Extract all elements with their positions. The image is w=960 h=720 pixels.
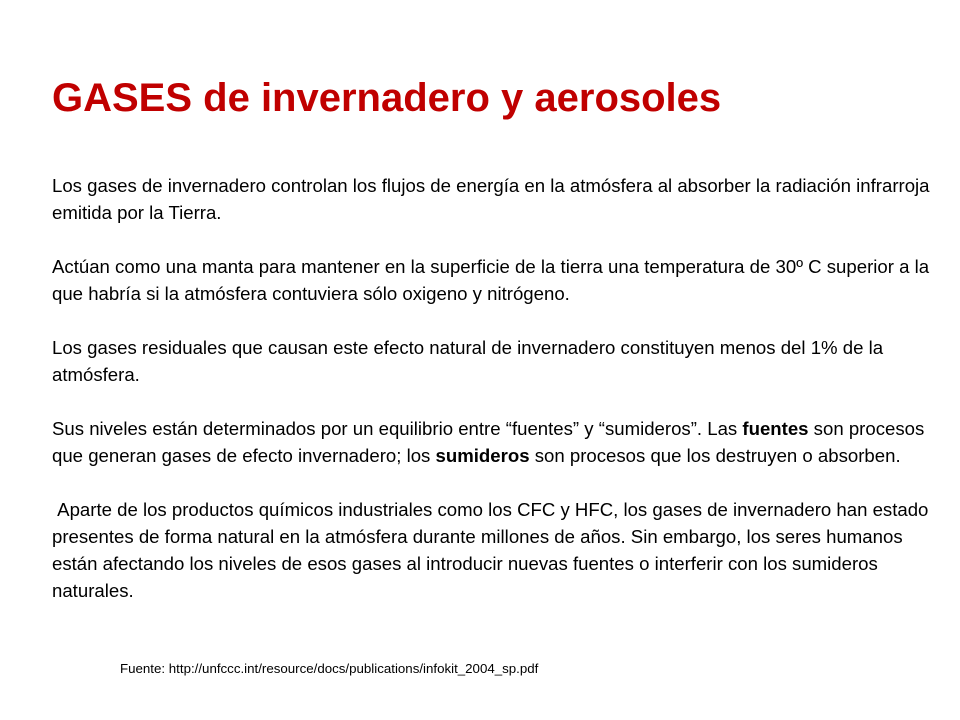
source-citation: Fuente: http://unfccc.int/resource/docs/publications/infokit_2004_sp.pdf <box>120 661 539 676</box>
paragraph-4 <box>52 415 932 469</box>
paragraph-1: Los gases de invernadero controlan los flujos de energía en la atmósfera al absorber la radiación infrarroja emitida por la Tierra. <box>52 175 930 223</box>
paragraph-4-text-1: Sus niveles están determinados por un equilibrio entre “fuentes” y “sumideros”. Las <box>52 418 743 439</box>
slide-body <box>52 172 932 604</box>
paragraph-3: Los gases residuales que causan este efecto natural de invernadero constituyen menos del 1% de la atmósfera. <box>52 337 884 385</box>
paragraph-4-bold-sumideros: sumideros <box>435 445 530 466</box>
paragraph-4-text-3: son procesos que los destruyen o absorben. <box>529 445 901 466</box>
paragraph-4-text-2: son procesos que generan gases de efecto invernadero; los <box>52 418 925 466</box>
slide-title: GASES de invernadero y aerosoles <box>52 76 722 120</box>
paragraph-2: Actúan como una manta para mantener en la superficie de la tierra una temperatura de 30º C superior a la que habría si la atmósfera contuviera sólo oxigeno y nitrógeno. <box>52 256 930 304</box>
paragraph-4-bold-fuentes: fuentes <box>742 418 809 439</box>
paragraph-5: Aparte de los productos químicos industriales como los CFC y HFC, los gases de invernadero han estado presentes de forma natural en la atmósfera durante millones de años. Sin embargo, los seres humanos están afectando los niveles de esos gases al introducir nuevas fuentes o interferir con los sumideros naturales. <box>52 499 929 601</box>
